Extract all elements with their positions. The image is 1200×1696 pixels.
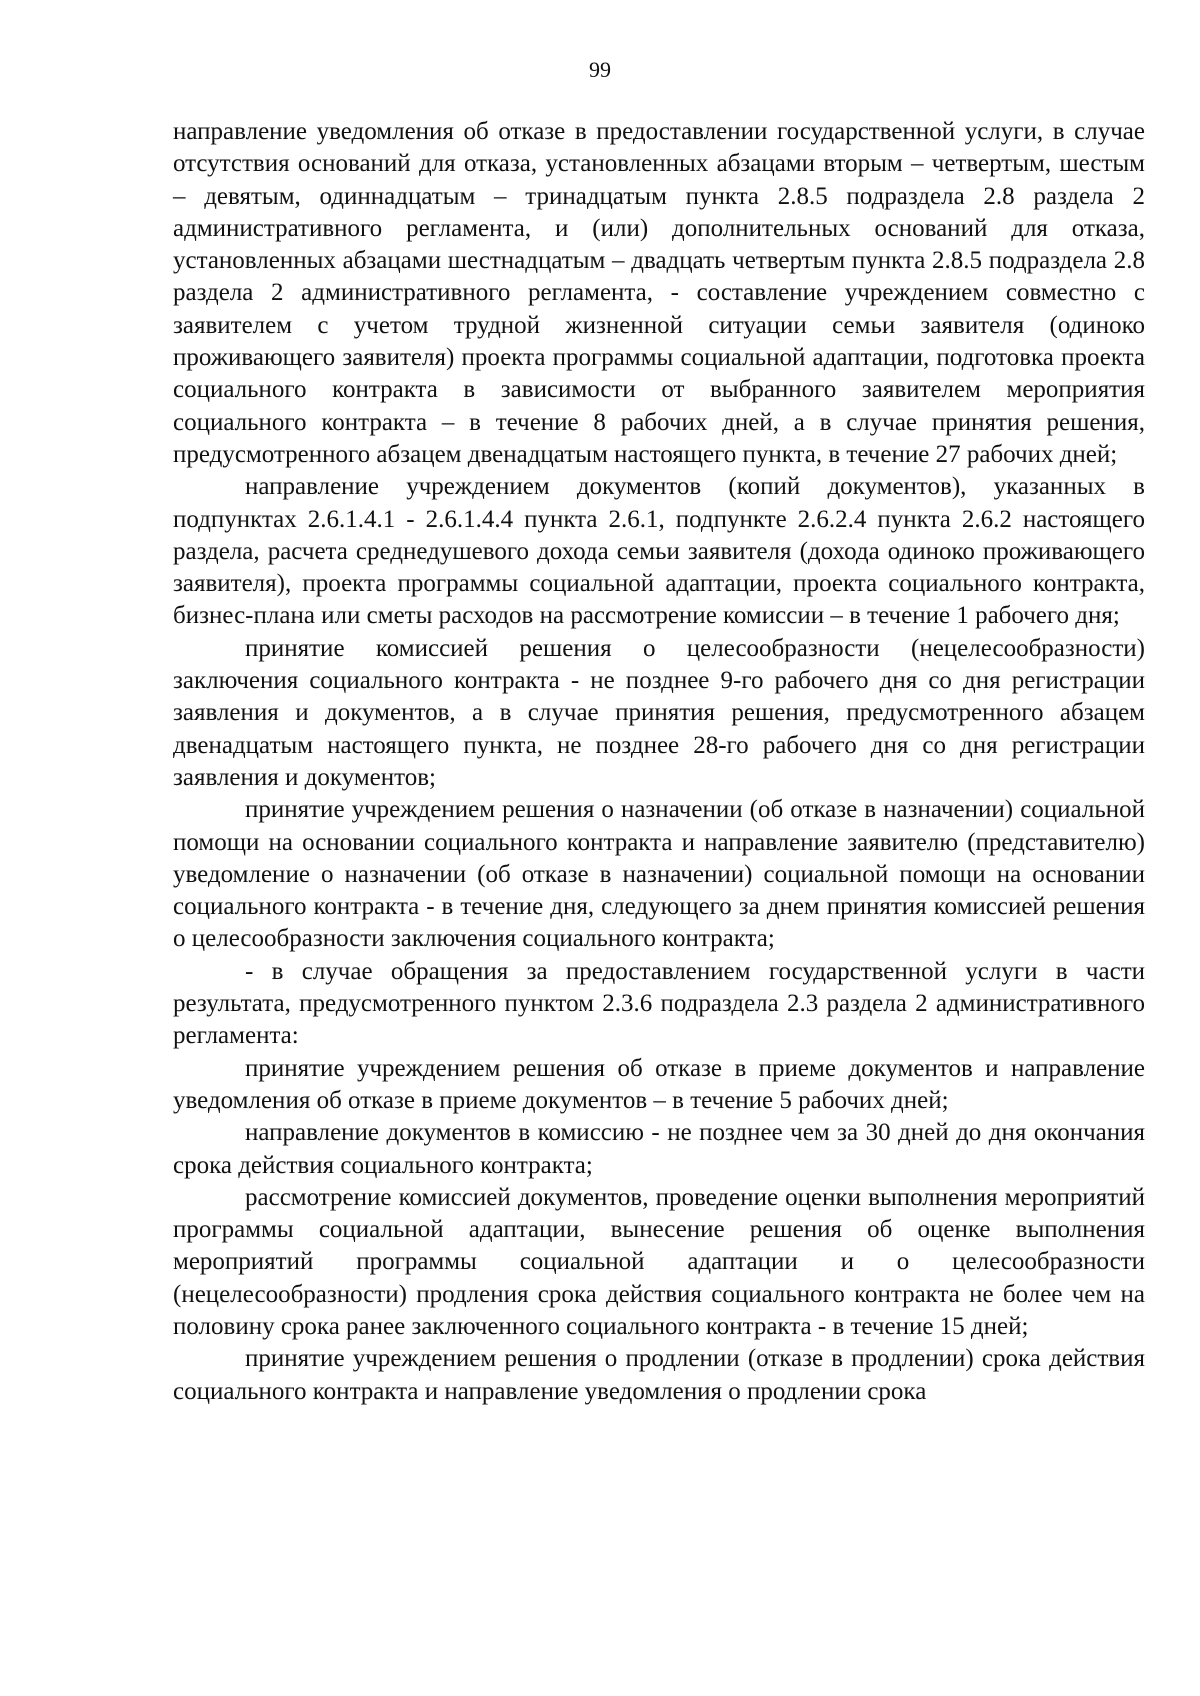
document-body (173, 116, 1145, 1408)
paragraph: принятие комиссией решения о целесообразности (нецелесообразности) заключения социального контракта - не позднее 9-го рабочего дня со дня регистрации заявления и документов, а в случае принятия решения, предусмотренного абзацем двенадцатым настоящего пункта, не позднее 28-го рабочего дня со дня регистрации заявления и документов; (173, 634, 1145, 791)
paragraph: направление уведомления об отказе в предоставлении государственной услуги, в случае отсутствия оснований для отказа, установленных абзацами вторым – четвертым, шестым – девятым, одиннадцатым – тринадцатым пункта 2.8.5 подраздела 2.8 раздела 2 административного регламента, и (или) дополнительных оснований для отказа, установленных абзацами шестнадцатым – двадцать четвертым пункта 2.8.5 подраздела 2.8 раздела 2 административного регламента, - составление учреждением совместно с заявителем с учетом трудной жизненной ситуации семьи заявителя (одиноко проживающего заявителя) проекта программы социальной адаптации, подготовка проекта социального контракта в зависимости от выбранного заявителем мероприятия социального контракта – в течение 8 рабочих дней, а в случае принятия решения, предусмотренного абзацем двенадцатым настоящего пункта, в течение 27 рабочих дней; (173, 118, 1145, 468)
paragraph: направление учреждением документов (копий документов), указанных в подпунктах 2.6.1.4.1 - 2.6.1.4.4 пункта 2.6.1, подпункте 2.6.2.4 пункта 2.6.2 настоящего раздела, расчета среднедушевого дохода семьи заявителя (дохода одиноко проживающего заявителя), проекта программы социальной адаптации, проекта социального контракта, бизнес-плана или сметы расходов на рассмотрение комиссии – в течение 1 рабочего дня; (173, 473, 1145, 630)
paragraph: принятие учреждением решения о продлении (отказе в продлении) срока действия социального контракта и направление уведомления о продлении срока (173, 1345, 1145, 1405)
paragraph: принятие учреждением решения о назначении (об отказе в назначении) социальной помощи на основании социального контракта и направление заявителю (представителю) уведомление о назначении (об отказе в назначении) социальной помощи на основании социального контракта - в течение дня, следующего за днем принятия комиссией решения о целесообразности заключения социального контракта; (173, 796, 1145, 953)
paragraph: направление документов в комиссию - не позднее чем за 30 дней до дня окончания срока действия социального контракта; (173, 1119, 1145, 1179)
paragraph: рассмотрение комиссией документов, проведение оценки выполнения мероприятий программы социальной адаптации, вынесение решения об оценке выполнения мероприятий программы социальной адаптации и о целесообразности (нецелесообразности) продления срока действия социального контракта не более чем на половину срока ранее заключенного социального контракта - в течение 15 дней; (173, 1183, 1145, 1340)
paragraph: - в случае обращения за предоставлением государственной услуги в части результата, предусмотренного пунктом 2.3.6 подраздела 2.3 раздела 2 административного регламента: (173, 957, 1145, 1050)
page-number: 99 (589, 57, 611, 82)
paragraph: принятие учреждением решения об отказе в приеме документов и направление уведомления об отказе в приеме документов – в течение 5 рабочих дней; (173, 1054, 1145, 1114)
